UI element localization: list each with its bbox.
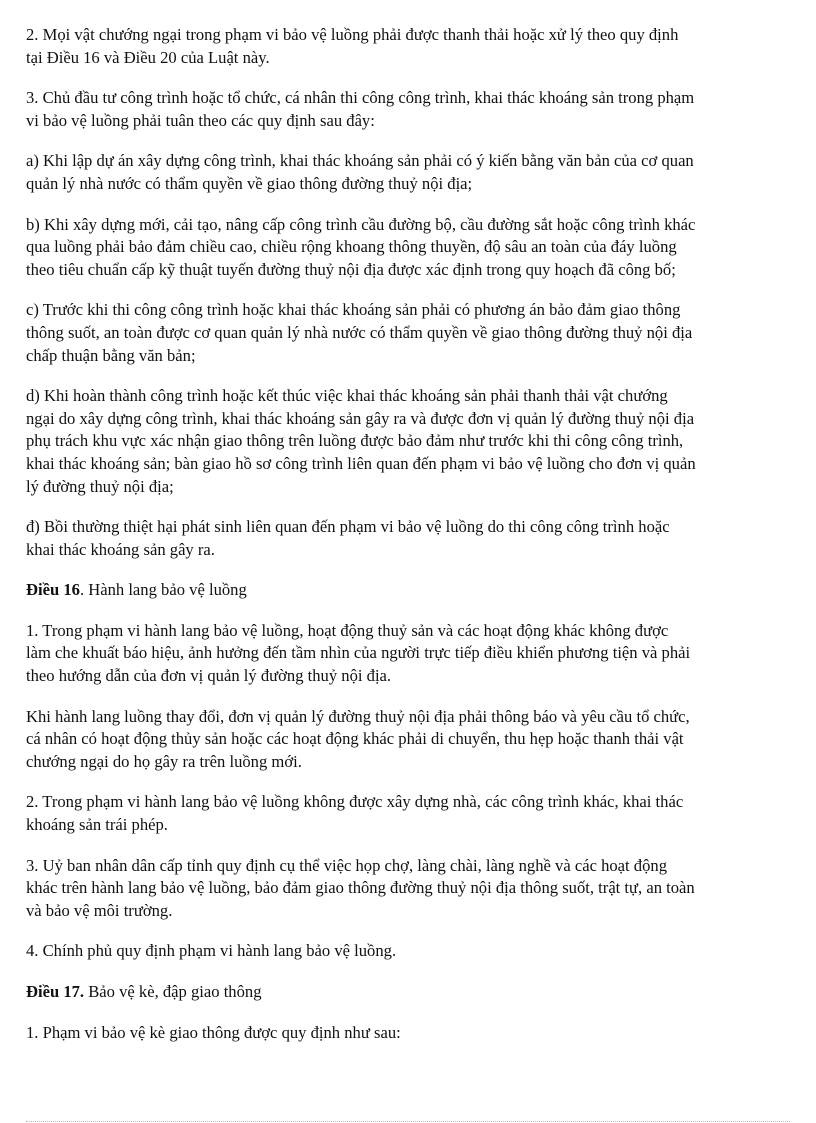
paragraph-line: b) Khi xây dựng mới, cải tạo, nâng cấp công trình cầu đường bộ, cầu đường sắt hoặc công trình khác	[26, 214, 696, 234]
paragraph-line: 3. Chủ đầu tư công trình hoặc tổ chức, cá nhân thi công công trình, khai thác khoáng sản trong phạm	[26, 88, 695, 108]
paragraph-line: lý đường thuỷ nội địa;	[26, 476, 174, 496]
paragraph-line: 2. Mọi vật chướng ngại trong phạm vi bảo vệ luồng phải được thanh thải hoặc xử lý theo quy định	[26, 25, 679, 44]
paragraph-line: 1. Phạm vi bảo vệ kè giao thông được quy định như sau:	[26, 1022, 401, 1042]
paragraph-line: chướng ngại do họ gây ra trên luồng mới.	[26, 751, 302, 771]
paragraph-p-3	[26, 87, 782, 132]
paragraph-line: theo hướng dẫn của đơn vị quản lý đường thuỷ nội địa.	[26, 666, 392, 686]
paragraph-line: phụ trách khu vực xác nhận giao thông trên luồng được bảo đảm như trước khi thi công công trình,	[26, 431, 684, 451]
paragraph-line: khoáng sản trái phép.	[26, 815, 168, 835]
paragraph-a16-1b	[26, 706, 782, 774]
paragraph-line: qua luồng phải bảo đảm chiều cao, chiều rộng khoang thông thuyền, độ sâu an toàn của đáy luồng	[26, 237, 677, 257]
paragraph-p-2	[26, 24, 782, 69]
article-16-heading	[26, 579, 782, 602]
article-16-title: . Hành lang bảo vệ luồng	[79, 580, 247, 600]
paragraph-p-c	[26, 299, 782, 367]
article-16-number: Điều 16	[26, 580, 80, 600]
paragraph-a16-3	[26, 855, 782, 923]
paragraph-a16-4	[26, 940, 782, 963]
article-17-title: Bảo vệ kè, đập giao thông	[84, 982, 262, 1001]
paragraph-line: khai thác khoáng sản; bàn giao hồ sơ công trình liên quan đến phạm vi bảo vệ luồng cho đơn vị quản	[26, 453, 696, 473]
paragraph-line: Khi hành lang luồng thay đổi, đơn vị quản lý đường thuỷ nội địa phải thông báo và yêu cầu tổ chức,	[26, 706, 690, 726]
page-bottom-divider	[26, 1121, 790, 1122]
paragraph-line: c) Trước khi thi công công trình hoặc khai thác khoáng sản phải có phương án bảo đảm giao thông	[26, 300, 681, 320]
paragraph-line: cá nhân có hoạt động thủy sản hoặc các hoạt động khác phải di chuyển, thu hẹp hoặc thanh thải vật	[26, 729, 684, 749]
paragraph-line: và bảo vệ môi trường.	[26, 900, 173, 920]
paragraph-p-dd	[26, 516, 782, 561]
paragraph-line: 1. Trong phạm vi hành lang bảo vệ luồng, hoạt động thuỷ sản và các hoạt động khác không được	[26, 620, 669, 640]
paragraph-a16-1	[26, 620, 782, 688]
paragraph-line: vi bảo vệ luồng phải tuân theo các quy định sau đây:	[26, 110, 375, 130]
paragraph-line: 2. Trong phạm vi hành lang bảo vệ luồng không được xây dựng nhà, các công trình khác, khai thác	[26, 792, 684, 812]
paragraph-a16-2	[26, 791, 782, 836]
paragraph-p-a	[26, 150, 782, 195]
paragraph-line: chấp thuận bằng văn bản;	[26, 345, 196, 365]
article-17-heading	[26, 981, 782, 1004]
paragraph-line: tại Điều 16 và Điều 20 của Luật này.	[26, 47, 270, 67]
paragraph-p-b	[26, 214, 782, 282]
paragraph-line: 4. Chính phủ quy định phạm vi hành lang bảo vệ luồng.	[26, 941, 397, 961]
paragraph-line: d) Khi hoàn thành công trình hoặc kết thúc việc khai thác khoáng sản phải thanh thải vật chướng	[26, 386, 668, 406]
paragraph-line: khai thác khoáng sản gây ra.	[26, 539, 215, 559]
paragraph-line: quản lý nhà nước có thẩm quyền về giao thông đường thuỷ nội địa;	[26, 173, 473, 193]
document-page	[26, 24, 782, 1062]
paragraph-a17-1	[26, 1022, 782, 1045]
article-16-body	[26, 620, 782, 963]
paragraph-line: theo tiêu chuẩn cấp kỹ thuật tuyến đường thuỷ nội địa được xác định trong quy hoạch đã công bố;	[26, 259, 676, 279]
paragraph-line: thông suốt, an toàn được cơ quan quản lý nhà nước có thẩm quyền về giao thông đường thuỷ nội địa	[26, 322, 693, 342]
paragraph-p-d	[26, 385, 782, 498]
paragraph-line: khác trên hành lang bảo vệ luồng, bảo đảm giao thông đường thuỷ nội địa thông suốt, trật tự, an toàn	[26, 878, 695, 898]
article-15-continuation	[26, 24, 782, 561]
paragraph-line: đ) Bồi thường thiệt hại phát sinh liên quan đến phạm vi bảo vệ luồng do thi công công trình hoặc	[26, 517, 670, 537]
paragraph-line: a) Khi lập dự án xây dựng công trình, khai thác khoáng sản phải có ý kiến bằng văn bản của cơ quan	[26, 151, 694, 171]
article-17-body	[26, 1022, 782, 1045]
paragraph-line: ngại do xây dựng công trình, khai thác khoáng sản gây ra và được đơn vị quản lý đường thuỷ nội địa	[26, 408, 695, 428]
paragraph-line: làm che khuất báo hiệu, ảnh hưởng đến tầm nhìn của người trực tiếp điều khiển phương tiện và phải	[26, 643, 691, 663]
paragraph-line: 3. Uỷ ban nhân dân cấp tỉnh quy định cụ thể việc họp chợ, làng chài, làng nghề và các hoạt động	[26, 855, 667, 875]
article-17-number: Điều 17.	[26, 982, 85, 1001]
